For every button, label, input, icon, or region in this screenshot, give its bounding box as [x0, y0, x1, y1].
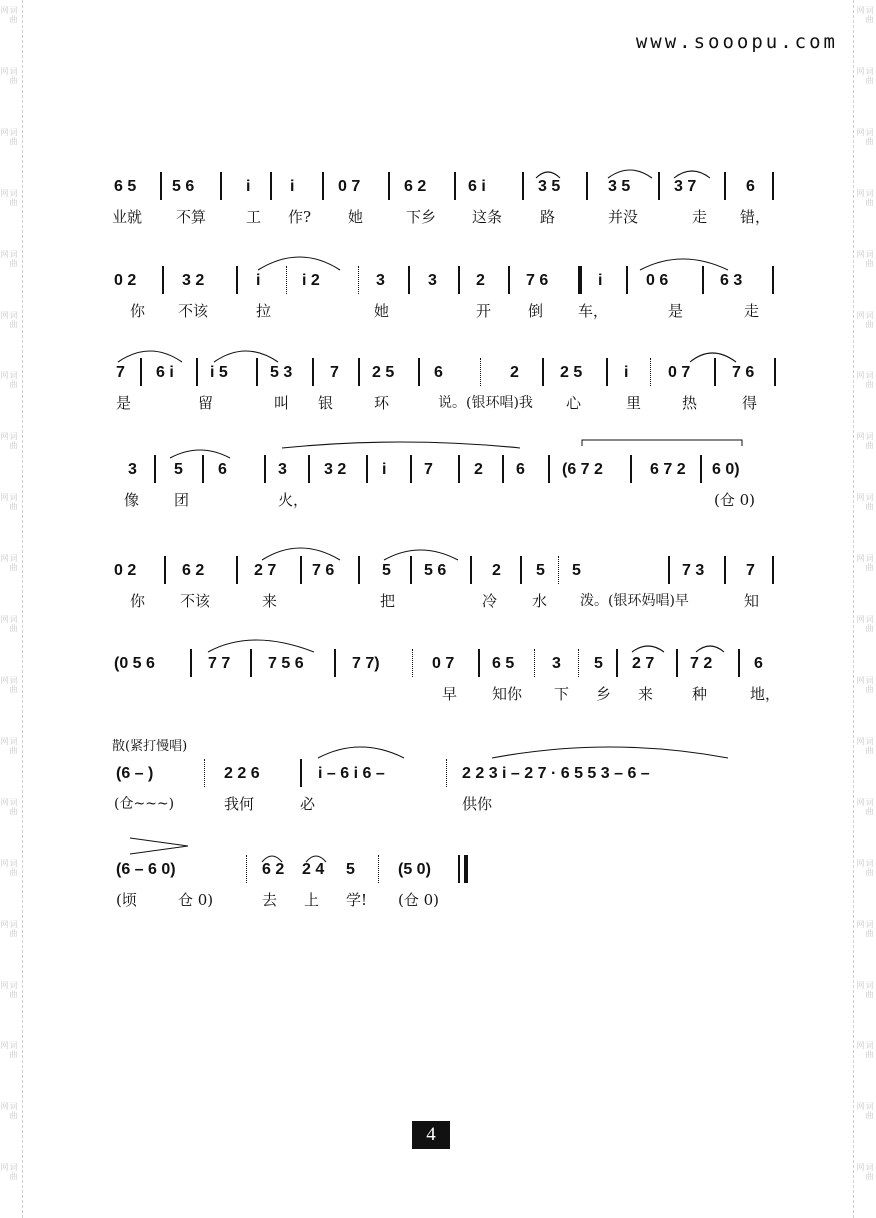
lyric: 仓 0) — [178, 891, 214, 909]
note-group: 6 i — [156, 364, 174, 381]
note-group: 2 7 — [632, 655, 655, 672]
bar-line — [300, 759, 302, 787]
lyrics-row — [112, 485, 780, 511]
note-group: 6 — [746, 178, 755, 195]
note-group: 7 — [424, 461, 433, 478]
note-group: (6 – ) — [116, 765, 154, 782]
bar-line — [264, 455, 266, 483]
bar-line — [366, 455, 368, 483]
bar-line — [162, 266, 164, 294]
lyric: 热 — [682, 394, 698, 412]
lyric: 你 — [130, 302, 146, 320]
note-group: 6 — [218, 461, 227, 478]
repeat-bracket — [582, 440, 742, 446]
dotted-bar-line — [378, 855, 379, 883]
note-group: i — [256, 272, 261, 289]
notes-row — [112, 168, 780, 202]
score-line-1 — [112, 168, 780, 228]
note-group: 2 4 — [302, 861, 325, 878]
slur — [282, 442, 520, 448]
bar-line — [702, 266, 704, 294]
note-group: 5 — [174, 461, 183, 478]
notes-row — [112, 262, 780, 296]
watermark-text: 词曲网 — [0, 858, 18, 877]
note-group: 2 — [510, 364, 519, 381]
lyrics-row — [112, 388, 780, 414]
lyric: 拉 — [256, 302, 272, 320]
watermark-text: 词曲网 — [856, 127, 874, 146]
lyric: 并没 — [608, 208, 639, 226]
lyric: 来 — [262, 592, 278, 610]
score-line-4 — [112, 451, 780, 511]
note-group: 2 5 — [372, 364, 395, 381]
note-group: i 5 — [210, 364, 228, 381]
lyric: 知 — [744, 592, 760, 610]
watermark-text: 词曲网 — [0, 188, 18, 207]
bar-line — [408, 266, 410, 294]
watermark-text: 词曲网 — [0, 6, 18, 24]
lyric: 业就 — [112, 208, 143, 226]
lyric: 把 — [380, 592, 396, 610]
note-group: 6 5 — [114, 178, 137, 195]
note-group: 6 2 — [182, 562, 205, 579]
bar-line — [418, 358, 420, 386]
left-watermark-column — [2, 0, 16, 1218]
dotted-bar-line — [412, 649, 413, 677]
dotted-bar-line — [650, 358, 651, 386]
note-group: 3 — [278, 461, 287, 478]
note-group: 2 2 3 i – 2 7 · 6 5 5 3 – 6 – — [462, 765, 650, 782]
note-group: 0 2 — [114, 562, 137, 579]
lyrics-row — [112, 679, 780, 705]
note-group: 5 — [594, 655, 603, 672]
lyric: 来 — [638, 685, 654, 703]
lyric: 乡 — [596, 685, 612, 703]
watermark-text: 词曲网 — [856, 493, 874, 512]
note-group: i 2 — [302, 272, 320, 289]
watermark-text: 词曲网 — [0, 493, 18, 512]
notes-row — [112, 645, 780, 679]
watermark-text: 词曲网 — [856, 675, 874, 694]
lyric: 不该 — [180, 592, 211, 610]
bar-line — [164, 556, 166, 584]
watermark-text: 词曲网 — [0, 1163, 18, 1182]
bar-line — [410, 455, 412, 483]
note-group: 5 3 — [270, 364, 293, 381]
bar-line — [322, 172, 324, 200]
bar-line — [774, 358, 776, 386]
note-group: 7 7 — [208, 655, 231, 672]
watermark-text: 词曲网 — [856, 249, 874, 268]
bar-line — [548, 455, 550, 483]
lyric: 早 — [442, 685, 458, 703]
watermark-text: 词曲网 — [856, 736, 874, 755]
bar-line — [606, 358, 608, 386]
score-line-6 — [112, 645, 780, 705]
watermark-text: 词曲网 — [0, 371, 18, 390]
note-group: 5 6 — [424, 562, 447, 579]
bar-line — [308, 455, 310, 483]
bar-line — [478, 649, 480, 677]
watermark-text: 词曲网 — [0, 615, 18, 634]
note-group: 2 — [476, 272, 485, 289]
lyric: (仓 0) — [398, 891, 440, 909]
note-group: 7 — [116, 364, 125, 381]
note-group: 3 2 — [324, 461, 347, 478]
lyric: 是 — [668, 302, 684, 320]
watermark-text: 词曲网 — [856, 797, 874, 816]
lyric: 环 — [374, 394, 390, 412]
page-number: 4 — [412, 1121, 450, 1149]
lyric: 供你 — [462, 795, 493, 813]
note-group: 3 2 — [182, 272, 205, 289]
lyric: 不算 — [176, 208, 207, 226]
note-group: 3 — [128, 461, 137, 478]
dotted-bar-line — [286, 266, 287, 294]
bar-line — [630, 455, 632, 483]
bar-line — [520, 556, 522, 584]
watermark-text: 词曲网 — [856, 310, 874, 329]
bar-line — [190, 649, 192, 677]
score-line-7 — [112, 755, 780, 815]
bar-line — [668, 556, 670, 584]
lyric: 像 — [124, 491, 140, 509]
lyric: 叫 — [274, 394, 290, 412]
lyric: 银 — [318, 394, 334, 412]
note-group: 3 — [552, 655, 561, 672]
bar-line — [772, 266, 774, 294]
bar-line — [196, 358, 198, 386]
note-group: 2 — [474, 461, 483, 478]
lyric: 作? — [288, 208, 312, 226]
note-group: 7 — [746, 562, 755, 579]
bar-line — [256, 358, 258, 386]
watermark-text: 词曲网 — [0, 797, 18, 816]
dotted-bar-line — [480, 358, 481, 386]
note-group: 7 2 — [690, 655, 713, 672]
bar-line — [458, 455, 460, 483]
site-url: www.sooopu.com — [635, 31, 838, 53]
watermark-text: 词曲网 — [0, 432, 18, 451]
bar-line — [154, 455, 156, 483]
note-group: i — [624, 364, 629, 381]
watermark-text: 词曲网 — [856, 188, 874, 207]
note-group: 6 2 — [262, 861, 285, 878]
bar-line — [410, 556, 412, 584]
dotted-bar-line — [358, 266, 359, 294]
watermark-text: 词曲网 — [0, 675, 18, 694]
score-line-2 — [112, 262, 780, 322]
watermark-text: 词曲网 — [856, 1041, 874, 1060]
final-bar-line — [458, 855, 460, 883]
lyric: 里 — [626, 394, 642, 412]
bar-line — [250, 649, 252, 677]
note-group: 5 — [536, 562, 545, 579]
lyric: 心 — [566, 394, 582, 412]
bar-line — [220, 172, 222, 200]
lyric: 她 — [348, 208, 364, 226]
bar-line — [236, 556, 238, 584]
note-group: 3 5 — [538, 178, 561, 195]
lyric: 不该 — [178, 302, 209, 320]
lyric: 下 — [554, 685, 570, 703]
lyric: 泼。(银环妈唱)早 — [580, 593, 689, 609]
watermark-text: 词曲网 — [0, 1041, 18, 1060]
bar-line — [388, 172, 390, 200]
bar-line — [772, 556, 774, 584]
notes-row — [112, 451, 780, 485]
watermark-text: 词曲网 — [0, 310, 18, 329]
bar-line — [202, 455, 204, 483]
lyric: 学! — [346, 891, 368, 909]
note-group: 7 — [330, 364, 339, 381]
lyric: 是 — [116, 394, 132, 412]
note-group: 5 — [346, 861, 355, 878]
note-group: 0 7 — [338, 178, 361, 195]
bar-line — [714, 358, 716, 386]
note-group: (6 7 2 — [562, 461, 603, 478]
note-group: 3 — [376, 272, 385, 289]
bar-line — [358, 556, 360, 584]
score-line-3 — [112, 354, 780, 414]
dotted-bar-line — [246, 855, 247, 883]
note-group: 7 5 6 — [268, 655, 304, 672]
bar-line — [502, 455, 504, 483]
dotted-bar-line — [578, 649, 579, 677]
lyric: 种 — [692, 685, 708, 703]
watermark-text: 词曲网 — [0, 1102, 18, 1121]
lyric: 开 — [476, 302, 492, 320]
note-group: i — [246, 178, 251, 195]
left-cut-line — [22, 0, 23, 1218]
right-watermark-column — [858, 0, 872, 1218]
note-group: 7 3 — [682, 562, 705, 579]
watermark-text: 词曲网 — [0, 980, 18, 999]
bar-line — [542, 358, 544, 386]
note-group: i — [598, 272, 603, 289]
score-line-5 — [112, 552, 780, 612]
watermark-text: 词曲网 — [856, 1163, 874, 1182]
note-group: 3 7 — [674, 178, 697, 195]
note-group: 5 — [572, 562, 581, 579]
watermark-text: 词曲网 — [856, 858, 874, 877]
right-cut-line — [853, 0, 854, 1218]
note-group: 2 7 — [254, 562, 277, 579]
notes-row — [112, 851, 780, 885]
bar-line — [700, 455, 702, 483]
note-group: 0 6 — [646, 272, 669, 289]
dotted-bar-line — [558, 556, 559, 584]
note-group: 6 5 — [492, 655, 515, 672]
lyric: 得 — [742, 394, 758, 412]
lyric: 倒 — [528, 302, 544, 320]
note-group: 2 — [492, 562, 501, 579]
watermark-text: 词曲网 — [856, 615, 874, 634]
note-group: 0 7 — [432, 655, 455, 672]
bar-line — [738, 649, 740, 677]
lyric: 走 — [692, 208, 708, 226]
bar-line — [522, 172, 524, 200]
note-group: 6 — [434, 364, 443, 381]
bar-line — [658, 172, 660, 200]
lyric: 工 — [246, 208, 262, 226]
lyric: 她 — [374, 302, 390, 320]
note-group: 3 — [428, 272, 437, 289]
note-group: 6 7 2 — [650, 461, 686, 478]
notes-row — [112, 755, 780, 789]
lyric: 走 — [744, 302, 760, 320]
lyrics-row — [112, 885, 780, 911]
note-group: 6 i — [468, 178, 486, 195]
lyrics-row — [112, 296, 780, 322]
lyric: 说。(银环唱)我 — [438, 395, 533, 411]
final-bar-line-thick — [464, 855, 468, 883]
lyric: 团 — [174, 491, 190, 509]
bar-line — [616, 649, 618, 677]
bar-line — [454, 172, 456, 200]
watermark-text: 词曲网 — [856, 980, 874, 999]
bar-line — [312, 358, 314, 386]
note-group: (6 – 6 0) — [116, 861, 176, 878]
lyric: 地， — [750, 685, 781, 703]
lyrics-row — [112, 202, 780, 228]
bar-line — [270, 172, 272, 200]
lyric: 去 — [262, 891, 278, 909]
note-group: 6 — [516, 461, 525, 478]
note-group: i – 6 i 6 – — [318, 765, 385, 782]
lyric: (顷 — [116, 891, 137, 909]
lyrics-row — [112, 789, 780, 815]
bar-line — [470, 556, 472, 584]
note-group: 6 2 — [404, 178, 427, 195]
lyric: 你 — [130, 592, 146, 610]
lyric: 这条 — [472, 208, 503, 226]
note-group: (5 0) — [398, 861, 431, 878]
lyric: 路 — [540, 208, 556, 226]
bar-line — [236, 266, 238, 294]
tempo-marking: 散(紧打慢唱) — [112, 739, 188, 754]
watermark-text: 词曲网 — [856, 554, 874, 573]
bar-line — [724, 556, 726, 584]
note-group: 6 0) — [712, 461, 740, 478]
lyric: 知你 — [492, 685, 523, 703]
lyric: 火， — [278, 491, 309, 509]
note-group: 5 — [382, 562, 391, 579]
lyrics-row — [112, 586, 780, 612]
notes-row — [112, 552, 780, 586]
lyric: 上 — [304, 891, 320, 909]
note-group: 7 6 — [526, 272, 549, 289]
dotted-bar-line — [446, 759, 447, 787]
bar-line — [772, 172, 774, 200]
lyric: (仓~~~) — [114, 796, 175, 812]
watermark-text: 词曲网 — [856, 1102, 874, 1121]
note-group: (0 5 6 — [114, 655, 155, 672]
bar-line — [334, 649, 336, 677]
lyric: (仓 0) — [714, 491, 756, 509]
dotted-bar-line — [204, 759, 205, 787]
watermark-text: 词曲网 — [856, 6, 874, 24]
bar-line — [160, 172, 162, 200]
bar-line — [676, 649, 678, 677]
watermark-text: 词曲网 — [0, 736, 18, 755]
note-group: 7 6 — [312, 562, 335, 579]
note-group: 7 6 — [732, 364, 755, 381]
bar-line — [458, 266, 460, 294]
watermark-text: 词曲网 — [0, 127, 18, 146]
watermark-text: 词曲网 — [0, 919, 18, 938]
lyric: 冷 — [482, 592, 498, 610]
note-group: 3 5 — [608, 178, 631, 195]
note-group: 0 2 — [114, 272, 137, 289]
score-line-8 — [112, 851, 780, 911]
watermark-text: 词曲网 — [856, 66, 874, 85]
bar-line — [358, 358, 360, 386]
bar-line — [140, 358, 142, 386]
bar-line — [724, 172, 726, 200]
watermark-text: 词曲网 — [856, 371, 874, 390]
watermark-text: 词曲网 — [0, 249, 18, 268]
bar-line — [300, 556, 302, 584]
note-group: i — [290, 178, 295, 195]
note-group: 0 7 — [668, 364, 691, 381]
lyric: 车， — [578, 302, 609, 320]
double-bar-line — [578, 266, 582, 294]
lyric: 下乡 — [406, 208, 437, 226]
watermark-text: 词曲网 — [856, 432, 874, 451]
lyric: 错， — [740, 208, 771, 226]
lyric: 必 — [300, 795, 316, 813]
note-group: 6 3 — [720, 272, 743, 289]
note-group: 7 7) — [352, 655, 380, 672]
bar-line — [586, 172, 588, 200]
lyric: 水 — [532, 592, 548, 610]
note-group: i — [382, 461, 387, 478]
dotted-bar-line — [534, 649, 535, 677]
watermark-text: 词曲网 — [856, 919, 874, 938]
watermark-text: 词曲网 — [0, 66, 18, 85]
note-group: 5 6 — [172, 178, 195, 195]
note-group: 2 2 6 — [224, 765, 260, 782]
bar-line — [508, 266, 510, 294]
note-group: 6 — [754, 655, 763, 672]
watermark-text: 词曲网 — [0, 554, 18, 573]
note-group: 2 5 — [560, 364, 583, 381]
notes-row — [112, 354, 780, 388]
lyric: 留 — [198, 394, 214, 412]
bar-line — [626, 266, 628, 294]
lyric: 我何 — [224, 795, 255, 813]
